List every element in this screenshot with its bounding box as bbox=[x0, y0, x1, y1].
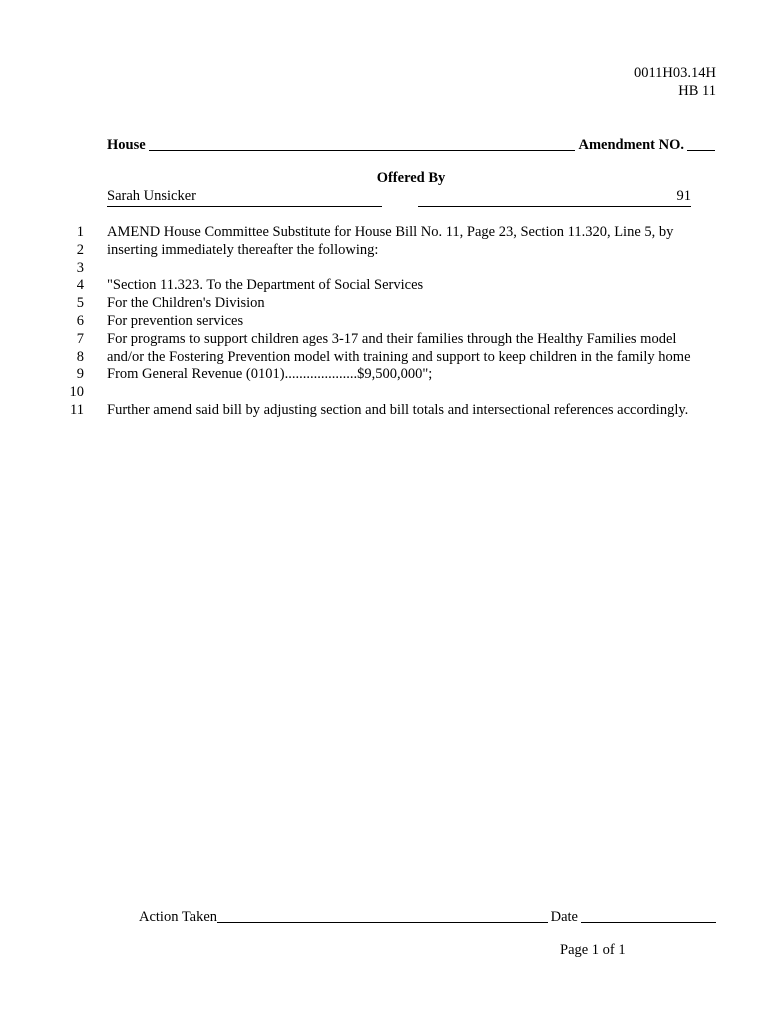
house-blank bbox=[149, 136, 576, 151]
text-line bbox=[0, 366, 770, 384]
line-number: 11 bbox=[70, 401, 84, 418]
action-taken-blank bbox=[217, 908, 548, 923]
action-taken-row bbox=[139, 906, 716, 926]
bill-number: HB 11 bbox=[678, 83, 716, 99]
sponsor-name: Sarah Unsicker bbox=[107, 188, 382, 207]
text-line bbox=[0, 313, 770, 331]
line-number: 10 bbox=[69, 384, 84, 401]
text-line bbox=[0, 277, 770, 295]
text-line bbox=[0, 295, 770, 313]
document-identifier bbox=[634, 64, 716, 100]
text-line bbox=[0, 224, 770, 242]
line-text: For the Children's Division bbox=[107, 295, 265, 312]
sponsor-row bbox=[107, 188, 691, 208]
offered-by-heading: Offered By bbox=[376, 170, 446, 186]
amendment-text bbox=[0, 224, 770, 420]
line-number: 5 bbox=[76, 295, 84, 312]
line-text: AMEND House Committee Substitute for House Bill No. 11, Page 23, Section 11.320, Line 5, by bbox=[107, 224, 674, 240]
amendment-number-blank bbox=[687, 136, 715, 151]
line-text: For prevention services bbox=[107, 312, 244, 329]
line-number: 2 bbox=[76, 241, 84, 258]
date-blank bbox=[581, 908, 716, 923]
line-number: 9 bbox=[76, 366, 84, 383]
line-text: From General Revenue (0101)....................$9,500,000"; bbox=[107, 366, 433, 383]
text-line bbox=[0, 384, 770, 402]
amendment-header-line bbox=[107, 134, 715, 154]
line-text: inserting immediately thereafter the following: bbox=[107, 241, 379, 258]
text-line bbox=[0, 331, 770, 349]
text-line bbox=[0, 242, 770, 260]
text-line bbox=[0, 260, 770, 278]
house-label: House bbox=[107, 137, 146, 153]
date-label: Date bbox=[550, 909, 578, 925]
line-number: 8 bbox=[76, 348, 84, 365]
document-code: 0011H03.14H bbox=[633, 65, 716, 81]
line-number: 1 bbox=[76, 224, 84, 240]
line-text: For programs to support children ages 3-17 and their families through the Healthy Families model bbox=[107, 330, 677, 347]
sponsor-district: 91 bbox=[418, 188, 691, 207]
line-number: 4 bbox=[76, 277, 84, 294]
line-number: 7 bbox=[76, 330, 84, 347]
text-line bbox=[0, 402, 770, 420]
amendment-number-label: Amendment NO. bbox=[578, 137, 684, 153]
line-number: 3 bbox=[76, 259, 84, 276]
action-taken-label: Action Taken bbox=[139, 909, 218, 925]
line-text: and/or the Fostering Prevention model with training and support to keep children in the family home bbox=[107, 348, 691, 365]
text-line bbox=[0, 349, 770, 367]
line-text: Further amend said bill by adjusting section and bill totals and intersectional references accordingly. bbox=[107, 401, 689, 418]
line-number: 6 bbox=[76, 312, 84, 329]
line-text: "Section 11.323. To the Department of Social Services bbox=[107, 277, 424, 294]
page-number: Page 1 of 1 bbox=[560, 942, 626, 958]
